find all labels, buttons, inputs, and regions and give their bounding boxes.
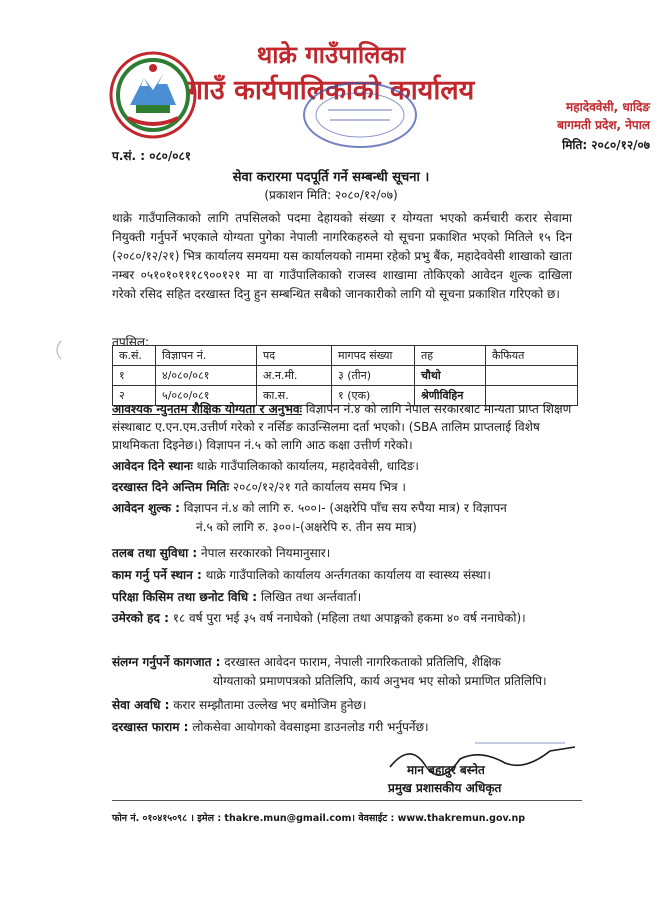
cell-remarks — [486, 366, 578, 386]
table-label: तपसिल: — [112, 335, 150, 349]
cell-count: १ (एक) — [332, 386, 415, 406]
address-line-2: बागमती प्रदेश, नेपाल — [557, 118, 650, 132]
age-label: उमेरको हद : — [112, 611, 169, 625]
salary-label: तलब तथा सुविधा : — [112, 546, 198, 560]
publication-date: (प्रकाशन मिति: २०८०/१२/०७) — [264, 188, 398, 202]
office-stamp-icon — [300, 80, 420, 150]
documents-label: संलग्न गर्नुपर्ने कागजात : — [112, 655, 221, 669]
age-section — [112, 609, 582, 627]
qualification-text: विज्ञापन नं.४ को लागि नेपाल सरकारबाट मान्यता प्राप्त शिक्षण संस्थाबाट ए.एन.एम.उत्तीर्ण गरेको र नर्सिङ काउन्सिलमा दर्ता भएको। (SBA तालिम प्राप्तलाई विशेष प्राथमिकता दिइनेछ।) विज्ञापन नं.५ को लागि आठ कक्षा उत्तीर्ण गरेको। — [112, 402, 572, 452]
cell-ad-no: ४/०८०/०८१ — [156, 366, 257, 386]
vacancy-table — [112, 345, 578, 406]
service-period-text: करार सम्झौतामा उल्लेख भए बमोजिम हुनेछ। — [169, 698, 367, 712]
apply-place-section — [112, 457, 582, 475]
cell-post: का.स. — [257, 386, 332, 406]
signatory-title: प्रमुख प्रशासकीय अधिकृत — [388, 781, 502, 795]
exam-text: लिखित तथा अर्न्तवार्ता। — [257, 590, 362, 604]
fee-section — [112, 499, 582, 517]
cell-ad-no: ५/०८०/०८१ — [156, 386, 257, 406]
header-post: पद — [257, 346, 332, 366]
fee-text-1: विज्ञापन नं.४ को लागि रु. ५००।- (अक्षरेपि पाँच सय रुपैया मात्र) र विज्ञापन — [179, 501, 507, 515]
qualification-section — [112, 400, 582, 454]
application-form-text: लोकसेवा आयोगको वेवसाइमा डाउनलोड गरी भर्नुपर्नेछ। — [188, 720, 429, 734]
fee-label: आवेदन शुल्क : — [112, 501, 180, 515]
age-text: १८ वर्ष पुरा भई ३५ वर्ष ननाघेको (महिला तथा अपाङ्गको हकमा ४० वर्ष ननाघेको)। — [168, 611, 526, 625]
cell-sn: १ — [113, 366, 156, 386]
service-period-label: सेवा अवधि : — [112, 698, 170, 712]
cell-sn: २ — [113, 386, 156, 406]
office-sub-title: गाउँ कार्यपालिकाको कार्यालय — [187, 75, 475, 106]
application-form-label: दरखास्त फाराम : — [112, 720, 189, 734]
notice-body-text: थाक्रे गाउँपालिकाको लागि तपसिलको पदमा देहायको संख्या र योग्यता भएको कर्मचारी करार सेवामा नियुक्ती गर्नुपर्ने भएकाले योग्यता पुगेका नेपाली नागरिकहरुले यो सूचना प्रकाशित भएको मितिले १५ दिन (२०८०/१२/२१) भित्र कार्यालय समयमा यस कार्यालयको नाममा रहेको प्रभु बैंक, महादेववेसी शाखाको खाता नम्बर ०५१०१०१११८९००१२१ मा वा गाउँपालिकाको राजस्व शाखामा तोकिएको आवेदन शुल्क दाखिला गरेको रसिद सहित दरखास्त दिनु हुन सम्बन्धित सबैको जानकारीको लागि यो सूचना प्रकाशित गरिएको छ। — [112, 211, 572, 301]
header-remarks: कैफियत — [486, 346, 578, 366]
deadline-text: २०८०/१२/२१ गते कार्यालय समय भित्र । — [229, 480, 406, 494]
fee-text-2: नं.५ को लागि रु. ३००।-(अक्षरेपि रु. तीन सय मात्र) — [196, 520, 417, 534]
documents-text-2: योग्यताको प्रमाणपत्रको प्रतिलिपि, कार्य अनुभव भए सोको प्रमाणित प्रतिलिपि। — [213, 674, 547, 688]
table-row — [113, 366, 578, 386]
letter-date: मिति: २०८०/१२/०७ — [562, 138, 650, 152]
apply-place-text: थाक्रे गाउँपालिकाको कार्यालय, महादेववेसी, धादिङ। — [192, 459, 419, 473]
header-sn: क.सं. — [113, 346, 156, 366]
notice-body — [112, 209, 572, 304]
cell-level: चौथो — [415, 366, 486, 386]
salary-section — [112, 544, 582, 562]
office-name: थाक्रे गाउँपालिका — [256, 41, 406, 69]
cell-level: श्रेणीविहिन — [415, 386, 486, 406]
table-header-row — [113, 346, 578, 366]
application-form-section — [112, 718, 582, 736]
cell-count: ३ (तीन) — [332, 366, 415, 386]
exam-label: परिक्षा किसिम तथा छनोट विधि : — [112, 590, 258, 604]
reference-number: प.सं. : ०८०/०८१ — [112, 149, 192, 163]
exam-section — [112, 588, 582, 606]
deadline-label: दरखास्त दिने अन्तिम मितिः — [112, 480, 230, 494]
service-period-section — [112, 696, 582, 714]
documents-text-1: दरखास्त आवेदन फाराम, नेपाली नागरिकताको प्रतिलिपि, शैक्षिक — [220, 655, 501, 669]
footer-divider — [112, 800, 582, 801]
apply-place-label: आवेदन दिने स्थानः — [112, 459, 193, 473]
workplace-section — [112, 566, 582, 584]
header-level: तह — [415, 346, 486, 366]
header-count: मागपद संख्या — [332, 346, 415, 366]
header-ad-no: विज्ञापन नं. — [156, 346, 257, 366]
workplace-text: थाक्रे गाउँपालिको कार्यालय अर्न्तगतका कार्यालय वा स्वास्थ्य संस्था। — [201, 568, 491, 582]
workplace-label: काम गर्नु पर्ने स्थान : — [112, 568, 202, 582]
cell-post: अ.न.मी. — [257, 366, 332, 386]
margin-arc-icon — [52, 340, 62, 360]
deadline-section — [112, 478, 582, 496]
address-line-1: महादेववेसी, धादिङ — [566, 100, 650, 114]
qualification-label: आवश्यक न्युनतम शैक्षिक योग्यता र अनुभवः — [112, 402, 302, 416]
salary-text: नेपाल सरकारको नियमानुसार। — [197, 546, 331, 560]
documents-section — [112, 653, 582, 671]
signatory-name: मान बहादुर बस्नेत — [407, 763, 485, 777]
footer-contact: फोन नं. ०१०४१५०९८ । इमेल : thakre.mun@gmail.com। वेवसाईट : www.thakremun.gov.np — [112, 813, 526, 824]
notice-title: सेवा करारमा पदपूर्ति गर्ने सम्बन्धी सूचना । — [232, 170, 430, 185]
